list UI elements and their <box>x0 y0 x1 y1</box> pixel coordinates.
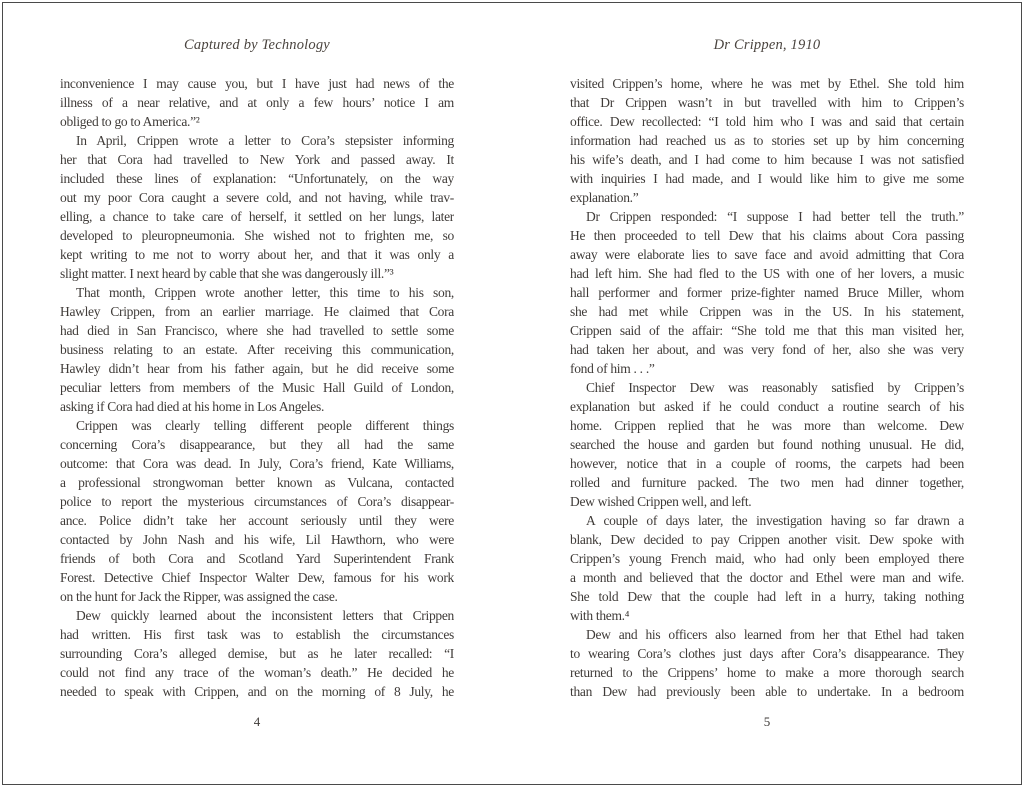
text-line: That month, Crippen wrote another letter, this time to his son, <box>76 285 454 300</box>
text-line: peculiar letters from members of the Music Hall Guild of London, <box>60 380 454 395</box>
text-line: Crippen said of the affair: “She told me that this man visited her, <box>570 323 964 338</box>
text-line: elling, a chance to take care of herself, it settled on her lungs, later <box>60 209 454 224</box>
text-line: with inquiries I had made, and I would like him to give me some <box>570 171 964 186</box>
text-line: a month and believed that the doctor and Ethel were man and wife. <box>570 570 964 585</box>
text-line: She told Dew that the couple had left in a hurry, taking nothing <box>570 589 964 604</box>
running-head-right: Dr Crippen, 1910 <box>713 37 821 53</box>
text-line: visited Crippen’s home, where he was met by Ethel. She told him <box>570 76 964 91</box>
text-line: illness of a near relative, and at only a few hours’ notice I am <box>60 95 454 110</box>
text-line: with them.⁴ <box>570 608 630 623</box>
text-line: had left him. She had fled to the US with one of her lovers, a music <box>570 266 964 281</box>
text-line: ance. Police didn’t take her account seriously until they were <box>60 513 454 528</box>
text-line: business relating to an estate. After receiving this communication, <box>60 342 454 357</box>
text-line: concerning Cora’s disappearance, but they all had the same <box>60 437 454 452</box>
text-line: slight matter. I next heard by cable that she was dangerously ill.”³ <box>60 266 394 281</box>
text-line: explanation but asked if he could conduct a routine search of his <box>570 399 964 414</box>
text-line: however, notice that in a couple of rooms, the carpets had been <box>570 456 964 471</box>
text-line: He then proceeded to tell Dew that his claims about Cora passing <box>570 228 964 243</box>
text-line: had taken her about, and was very fond of her, also she was very <box>570 342 964 357</box>
text-line: had written. His first task was to establish the circumstances <box>60 627 454 642</box>
text-line: out my poor Cora caught a severe cold, and not having, while trav- <box>60 190 454 205</box>
text-line: Dew wished Crippen well, and left. <box>570 494 752 509</box>
text-line: kept writing to me not to worry about her, and that it was only a <box>60 247 454 262</box>
text-line: information had reached us as to stories set up by him concerning <box>570 133 964 148</box>
page-number-right: 5 <box>763 714 771 729</box>
page-right-text <box>570 74 964 701</box>
text-line: could not find any trace of the woman’s death.” He decided he <box>60 665 454 680</box>
text-line: than Dew had previously been able to undertake. In a bedroom <box>570 684 964 699</box>
text-line: inconvenience I may cause you, but I have just had news of the <box>60 76 454 91</box>
text-line: Hawley didn’t hear from his father again, but he did receive some <box>60 361 454 376</box>
text-line: Dew and his officers also learned from her that Ethel had taken <box>586 627 964 642</box>
text-line: Hawley Crippen, from an earlier marriage. He claimed that Cora <box>60 304 454 319</box>
text-line: friends of both Cora and Scotland Yard Superintendent Frank <box>60 551 454 566</box>
text-line: home. Crippen replied that he was more than welcome. Dew <box>570 418 964 433</box>
text-line: obliged to go to America.”² <box>60 114 200 129</box>
text-line: Chief Inspector Dew was reasonably satisfied by Crippen’s <box>586 380 964 395</box>
text-line: rolled and furniture packed. The two men had dinner together, <box>570 475 964 490</box>
text-line: hall performer and former prize-fighter named Bruce Miller, whom <box>570 285 964 300</box>
text-line: searched the house and garden but found nothing unusual. He did, <box>570 437 964 452</box>
text-line: on the hunt for Jack the Ripper, was assigned the case. <box>60 589 338 604</box>
text-line: Crippen’s young French maid, who had only been employed there <box>570 551 964 566</box>
text-line: that Dr Crippen wasn’t in but travelled with him to Crippen’s <box>570 95 964 110</box>
page-left <box>60 0 454 787</box>
text-line: his wife’s death, and I had come to him because I was not satisfied <box>570 152 964 167</box>
text-line: to wearing Cora’s clothes just days after Cora’s disappearance. They <box>570 646 964 661</box>
running-head-left: Captured by Technology <box>184 37 330 53</box>
text-line: she had met while Crippen was in the US. In his statement, <box>570 304 964 319</box>
text-line: away were elaborate lies to save face and avoid admitting that Cora <box>570 247 964 262</box>
text-line: had died in San Francisco, where she had travelled to settle some <box>60 323 454 338</box>
page-left-text <box>60 74 454 701</box>
page-number-left: 4 <box>253 714 261 729</box>
text-line: fond of him . . .” <box>570 361 655 376</box>
text-line: Crippen was clearly telling different people different things <box>76 418 454 433</box>
text-line: returned to the Crippens’ home to make a more thorough search <box>570 665 964 680</box>
text-line: police to report the mysterious circumstances of Cora’s disappear- <box>60 494 454 509</box>
page-right <box>570 0 964 787</box>
text-line: In April, Crippen wrote a letter to Cora’s stepsister informing <box>76 133 454 148</box>
text-line: included these lines of explanation: “Unfortunately, on the way <box>60 171 454 186</box>
text-line: Forest. Detective Chief Inspector Walter Dew, famous for his work <box>60 570 454 585</box>
text-line: needed to speak with Crippen, and on the morning of 8 July, he <box>60 684 454 699</box>
text-line: developed to pleuropneumonia. She wished not to frighten me, so <box>60 228 454 243</box>
text-line: Dr Crippen responded: “I suppose I had better tell the truth.” <box>586 209 964 224</box>
text-line: asking if Cora had died at his home in Los Angeles. <box>60 399 325 414</box>
text-line: blank, Dew decided to pay Crippen another visit. Dew spoke with <box>570 532 964 547</box>
text-line: contacted by John Nash and his wife, Lil Hawthorn, who were <box>60 532 454 547</box>
text-line: her that Cora had travelled to New York and passed away. It <box>60 152 454 167</box>
text-line: a professional strongwoman better known as Vulcana, contacted <box>60 475 454 490</box>
text-line: A couple of days later, the investigation having so far drawn a <box>586 513 964 528</box>
text-line: explanation.” <box>570 190 639 205</box>
text-line: office. Dew recollected: “I told him who I was and said that certain <box>570 114 964 129</box>
text-line: outcome: that Cora was dead. In July, Cora’s friend, Kate Williams, <box>60 456 454 471</box>
text-line: Dew quickly learned about the inconsistent letters that Crippen <box>76 608 454 623</box>
text-line: surrounding Cora’s alleged demise, but as he later recalled: “I <box>60 646 454 661</box>
